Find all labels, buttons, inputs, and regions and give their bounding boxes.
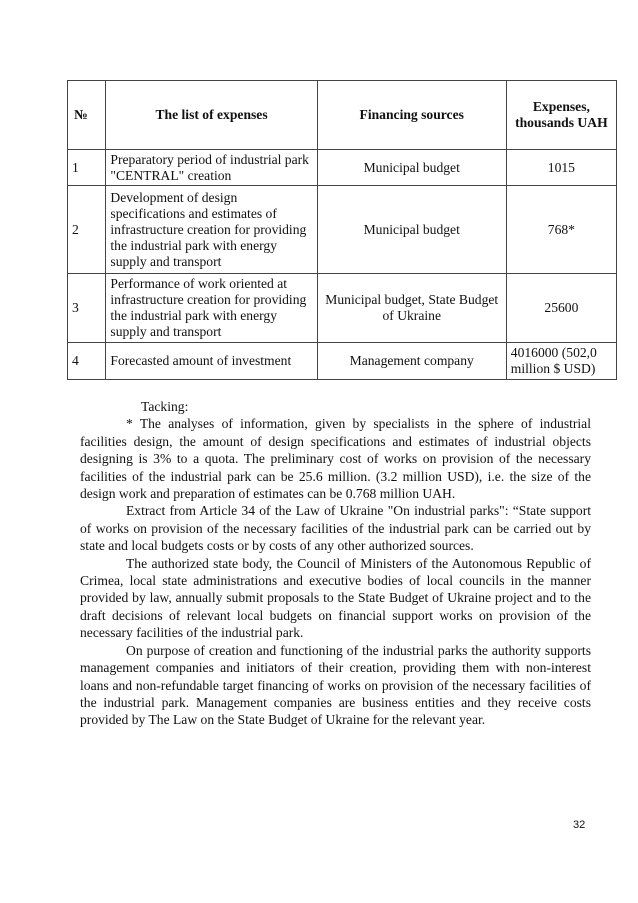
expenses-table bbox=[67, 80, 617, 380]
body-text bbox=[80, 398, 591, 729]
header-list-of-expenses: The list of expenses bbox=[106, 81, 317, 150]
table-header-row bbox=[68, 81, 617, 150]
row-financing-source: Management company bbox=[317, 343, 506, 380]
header-number: № bbox=[68, 81, 106, 150]
paragraph-law-extract: Extract from Article 34 of the Law of Ukraine "On industrial parks": “State support of works on provision of the necessary facilities of the industrial park can be carried out by state and local budgets costs or by costs of any other authorized sources. bbox=[80, 503, 591, 554]
row-number: 4 bbox=[68, 343, 106, 380]
header-financing-sources: Financing sources bbox=[317, 81, 506, 150]
table-row bbox=[68, 274, 617, 343]
row-expense-item: Preparatory period of industrial park "CENTRAL" creation bbox=[106, 150, 317, 186]
row-expense-item: Development of design specifications and estimates of infrastructure creation for providing the industrial park with energy supply and transport bbox=[106, 186, 317, 274]
row-number: 1 bbox=[68, 150, 106, 186]
row-financing-source: Municipal budget bbox=[317, 150, 506, 186]
row-expense-item: Forecasted amount of investment bbox=[106, 343, 317, 380]
page-number: 32 bbox=[573, 819, 586, 831]
row-expense-amount: 4016000 (502,0 million $ USD) bbox=[506, 343, 616, 380]
tacking-label: Tacking: bbox=[141, 399, 189, 414]
table-row bbox=[68, 343, 617, 380]
paragraph-authorized-body: The authorized state body, the Council of Ministers of the Autonomous Republic of Crimea, local state administrations and executive bodies of local councils in the manner provided by law, annually submit proposals to the State Budget of Ukraine project and to the draft decisions of relevant local budgets on financial support works on provision of the necessary facilities of the industrial park. bbox=[80, 555, 591, 641]
row-expense-amount: 25600 bbox=[506, 274, 616, 343]
header-expenses: Expenses, thousands UAH bbox=[506, 81, 616, 150]
row-number: 3 bbox=[68, 274, 106, 343]
row-number: 2 bbox=[68, 186, 106, 274]
row-financing-source: Municipal budget bbox=[317, 186, 506, 274]
row-expense-amount: 768* bbox=[506, 186, 616, 274]
table-row bbox=[68, 150, 617, 186]
row-financing-source: Municipal budget, State Budget of Ukraine bbox=[317, 274, 506, 343]
row-expense-item: Performance of work oriented at infrastructure creation for providing the industrial park with energy supply and transport bbox=[106, 274, 317, 343]
paragraph-management-companies: On purpose of creation and functioning of the industrial parks the authority supports management companies and initiators of their creation, providing them with non-interest loans and non-refundable target financing of works on provision of the necessary facilities of the industrial park. Management companies are business entities and they receive costs provided by The Law on the State Budget of Ukraine for the relevant year. bbox=[80, 642, 591, 728]
paragraph-footnote-analysis: * The analyses of information, given by specialists in the sphere of industrial facilities design, the amount of design specifications and estimates of industrial objects designing is 3% to a quota. The preliminary cost of works on provision of the necessary facilities of the industrial park can be 25.6 million. (3.2 million USD), i.e. the size of the design work and preparation of estimates can be 0.768 million UAH. bbox=[80, 416, 591, 502]
table-row bbox=[68, 186, 617, 274]
row-expense-amount: 1015 bbox=[506, 150, 616, 186]
